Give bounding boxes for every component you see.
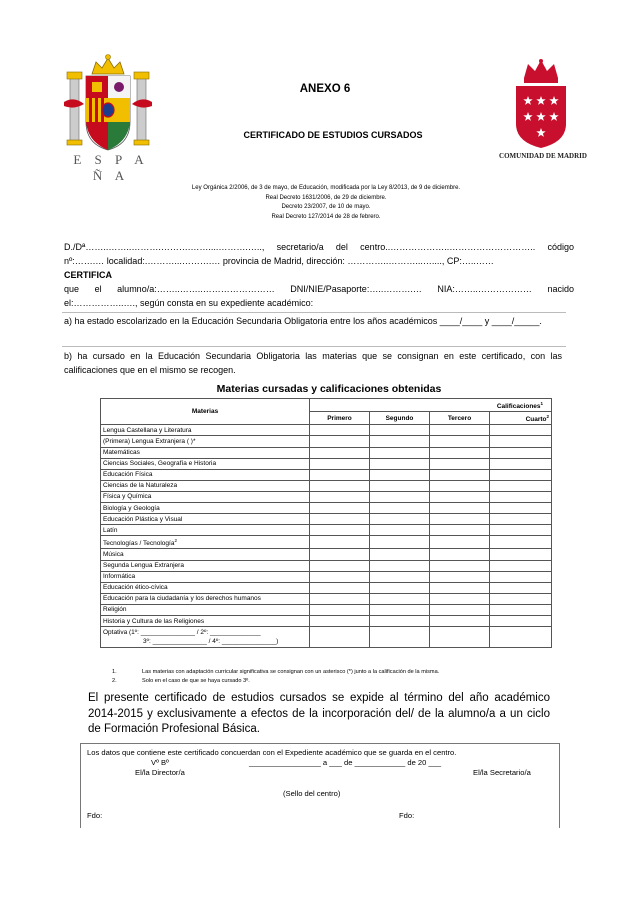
grade-cell[interactable] — [430, 447, 490, 458]
grade-cell[interactable] — [430, 480, 490, 491]
legal-line: Real Decreto 127/2014 de 28 de febrero. — [271, 213, 381, 220]
grade-cell[interactable] — [370, 514, 430, 525]
subject-name: Educación para la ciudadanía y los derechos humanos — [101, 593, 310, 604]
director-signature-field[interactable]: Fdo: — [87, 811, 103, 820]
certificate-title: CERTIFICADO DE ESTUDIOS CURSADOS — [243, 130, 423, 140]
table-row — [101, 447, 552, 458]
table-row — [101, 436, 552, 447]
grade-cell[interactable] — [370, 469, 430, 480]
grade-cell[interactable] — [430, 560, 490, 571]
grade-cell[interactable] — [490, 480, 552, 491]
grade-cell[interactable] — [310, 582, 370, 593]
grade-cell[interactable] — [490, 560, 552, 571]
table-row — [101, 480, 552, 491]
grade-cell[interactable] — [430, 627, 490, 648]
grade-cell[interactable] — [430, 536, 490, 549]
grade-cell[interactable] — [310, 549, 370, 560]
grade-cell[interactable] — [310, 491, 370, 502]
grade-cell[interactable] — [430, 549, 490, 560]
certifica-heading: CERTIFICA — [64, 270, 112, 280]
subject-name: Biología y Geología — [101, 502, 310, 513]
table-row — [101, 536, 552, 549]
grade-cell[interactable] — [490, 627, 552, 648]
column-header: Cuarto$^2$ — [490, 412, 552, 425]
subjects-header: Materias — [101, 399, 310, 425]
subject-name: Música — [101, 549, 310, 560]
grade-cell[interactable] — [490, 425, 552, 436]
legal-references — [120, 184, 532, 222]
grade-cell[interactable] — [310, 571, 370, 582]
grade-cell[interactable] — [490, 469, 552, 480]
column-header: Segundo — [370, 412, 430, 425]
column-header: Tercero — [430, 412, 490, 425]
grade-cell[interactable] — [370, 425, 430, 436]
grade-cell[interactable] — [430, 582, 490, 593]
grade-cell[interactable] — [310, 502, 370, 513]
grade-cell[interactable] — [490, 582, 552, 593]
legal-line: Real Decreto 1631/2006, de 29 de diciembre. — [265, 194, 387, 201]
grade-cell[interactable] — [430, 525, 490, 536]
grade-cell[interactable] — [490, 525, 552, 536]
grade-cell[interactable] — [370, 615, 430, 626]
grade-cell[interactable] — [310, 436, 370, 447]
subject-name: Informática — [101, 571, 310, 582]
grade-cell[interactable] — [310, 458, 370, 469]
country-label: E S P A Ñ A — [73, 152, 149, 183]
subject-name: Segunda Lengua Extranjera — [101, 560, 310, 571]
grade-cell[interactable] — [430, 604, 490, 615]
closing-paragraph: El presente certificado de estudios cursados se expide al término del año académico 2014-2015 y exclusivamente a efectos de la incorporación del/ de la alumno/a a un ciclo de Formación Profesional Básica. — [88, 692, 550, 735]
legal-line: Decreto 23/2007, de 10 de mayo. — [281, 204, 371, 210]
grade-cell[interactable] — [370, 582, 430, 593]
grade-cell[interactable] — [430, 436, 490, 447]
table-row — [101, 615, 552, 626]
grade-cell[interactable] — [310, 447, 370, 458]
annex-heading: ANEXO 6 — [299, 83, 351, 95]
item-b-paragraph: b) ha cursado en la Educación Secundaria Obligatoria las materias que se consignan en este certificado, con las calificaciones que en el mismo se recogen. — [64, 351, 562, 375]
table-row — [101, 604, 552, 615]
grade-cell[interactable] — [370, 571, 430, 582]
footnote: 2. Solo en el caso de que se haya cursado 3º. — [112, 677, 250, 684]
grade-cell[interactable] — [370, 560, 430, 571]
table-row — [101, 469, 552, 480]
grade-cell[interactable] — [490, 436, 552, 447]
grade-cell[interactable] — [490, 571, 552, 582]
footnote: 1. Las materias con adaptación curricular significativa se consignan con un asterisco (*) junto a la calificación de la misma. — [112, 669, 440, 675]
grade-cell[interactable] — [310, 604, 370, 615]
grade-cell[interactable] — [490, 604, 552, 615]
grade-cell[interactable] — [490, 491, 552, 502]
grade-cell[interactable] — [490, 593, 552, 604]
table-row — [101, 491, 552, 502]
grade-cell[interactable] — [430, 593, 490, 604]
subject-name: (Primera) Lengua Extranjera ( )* — [101, 436, 310, 447]
grade-cell[interactable] — [430, 514, 490, 525]
grades-table — [100, 398, 552, 648]
subject-name: Lengua Castellana y Literatura — [101, 425, 310, 436]
grade-cell[interactable] — [370, 627, 430, 648]
grade-cell[interactable] — [490, 514, 552, 525]
grade-cell[interactable] — [370, 525, 430, 536]
grade-cell[interactable] — [310, 627, 370, 648]
grade-cell[interactable] — [370, 436, 430, 447]
student-paragraph: que el alumno/a:……..……..…………………… DNI/NIE/Pasaporte:…..……….… NIA:……..……………… nacido el:……………..…., según consta en su expediente académico: — [64, 284, 574, 308]
footnotes — [112, 668, 562, 685]
optativa-cell[interactable]: Optativa (1º: _______________ / 2º: ______________ 3º: _______________ / 4º: _______________) — [101, 627, 310, 648]
subject-name: Latín — [101, 525, 310, 536]
table-row-optativa — [101, 627, 552, 648]
table-row — [101, 502, 552, 513]
vobo-label: Vº Bº — [151, 758, 169, 767]
secretary-paragraph: D./Dª……..……..……….……….……....……….….., secretario/a del centro..………………..……………………….. código nº:…….… localidad:.………...……….… provincia de Madrid, dirección: …………..………...…...., CP:…..…… — [64, 242, 574, 266]
legal-line: Ley Orgánica 2/2006, de 3 de mayo, de Educación, modificada por la Ley 8/2013, de 9 de diciembre. — [191, 185, 461, 191]
table-row — [101, 582, 552, 593]
grade-cell[interactable] — [310, 425, 370, 436]
grade-cell[interactable] — [490, 502, 552, 513]
table-row — [101, 514, 552, 525]
section-divider — [62, 312, 566, 313]
grades-header: Calificaciones$^1$ — [310, 399, 552, 412]
grade-cell[interactable] — [310, 514, 370, 525]
subject-name: Educación Física — [101, 469, 310, 480]
grade-cell[interactable] — [430, 502, 490, 513]
grade-cell[interactable] — [430, 491, 490, 502]
concordance-text: Los datos que contiene este certificado concuerdan con el Expediente académico que se guarda en el centro. — [87, 748, 457, 757]
grade-cell[interactable] — [490, 458, 552, 469]
grade-cell[interactable] — [370, 480, 430, 491]
grade-cell[interactable] — [310, 593, 370, 604]
table-row — [101, 425, 552, 436]
grade-cell[interactable] — [490, 447, 552, 458]
grade-cell[interactable] — [310, 480, 370, 491]
grade-cell[interactable] — [310, 525, 370, 536]
spain-coat-of-arms-logo — [62, 52, 154, 164]
subject-name: Física y Química — [101, 491, 310, 502]
table-title: Materias cursadas y calificaciones obtenidas — [216, 383, 442, 395]
table-row — [101, 458, 552, 469]
item-a-paragraph: a) ha estado escolarizado en la Educación Secundaria Obligatoria entre los años académicos ____/____ y ____/_____. — [64, 316, 542, 326]
grade-cell[interactable] — [370, 458, 430, 469]
table-row — [101, 571, 552, 582]
secretary-signature-field[interactable]: Fdo: — [399, 811, 415, 820]
director-label: El/la Director/a — [135, 768, 185, 777]
grade-cell[interactable] — [370, 536, 430, 549]
grade-cell[interactable] — [370, 502, 430, 513]
subject-name: Ciencias de la Naturaleza — [101, 480, 310, 491]
table-row — [101, 525, 552, 536]
signature-box — [80, 743, 560, 828]
table-row — [101, 560, 552, 571]
grade-cell[interactable] — [370, 593, 430, 604]
grade-cell[interactable] — [370, 604, 430, 615]
grade-cell[interactable] — [430, 469, 490, 480]
subject-name: Religión — [101, 604, 310, 615]
subject-name: Tecnologías / Tecnología$^2$ — [101, 536, 310, 549]
grade-cell[interactable] — [310, 560, 370, 571]
grade-cell[interactable] — [430, 458, 490, 469]
date-line[interactable]: _________________ a ___ de ____________ de 20 ___ — [249, 758, 442, 767]
grade-cell[interactable] — [490, 536, 552, 549]
table-row — [101, 549, 552, 560]
region-label: COMUNIDAD DE MADRID — [499, 152, 587, 160]
subject-name: Educación Plástica y Visual — [101, 514, 310, 525]
grade-cell[interactable] — [310, 615, 370, 626]
grade-cell[interactable] — [370, 447, 430, 458]
subject-name: Ciencias Sociales, Geografía e Historia — [101, 458, 310, 469]
column-header: Primero — [310, 412, 370, 425]
table-row — [101, 593, 552, 604]
subject-name: Historia y Cultura de las Religiones — [101, 615, 310, 626]
grade-cell[interactable] — [490, 615, 552, 626]
table-header-row — [101, 399, 552, 412]
grade-cell[interactable] — [490, 549, 552, 560]
grade-cell[interactable] — [310, 536, 370, 549]
grade-cell[interactable] — [430, 425, 490, 436]
section-divider — [62, 346, 566, 347]
grade-cell[interactable] — [370, 491, 430, 502]
grade-cell[interactable] — [430, 571, 490, 582]
secretary-label: El/la Secretario/a — [473, 768, 531, 777]
grade-cell[interactable] — [430, 615, 490, 626]
subject-name: Educación ético-cívica — [101, 582, 310, 593]
seal-label: (Sello del centro) — [283, 789, 341, 798]
grade-cell[interactable] — [310, 469, 370, 480]
subject-name: Matemáticas — [101, 447, 310, 458]
grade-cell[interactable] — [370, 549, 430, 560]
